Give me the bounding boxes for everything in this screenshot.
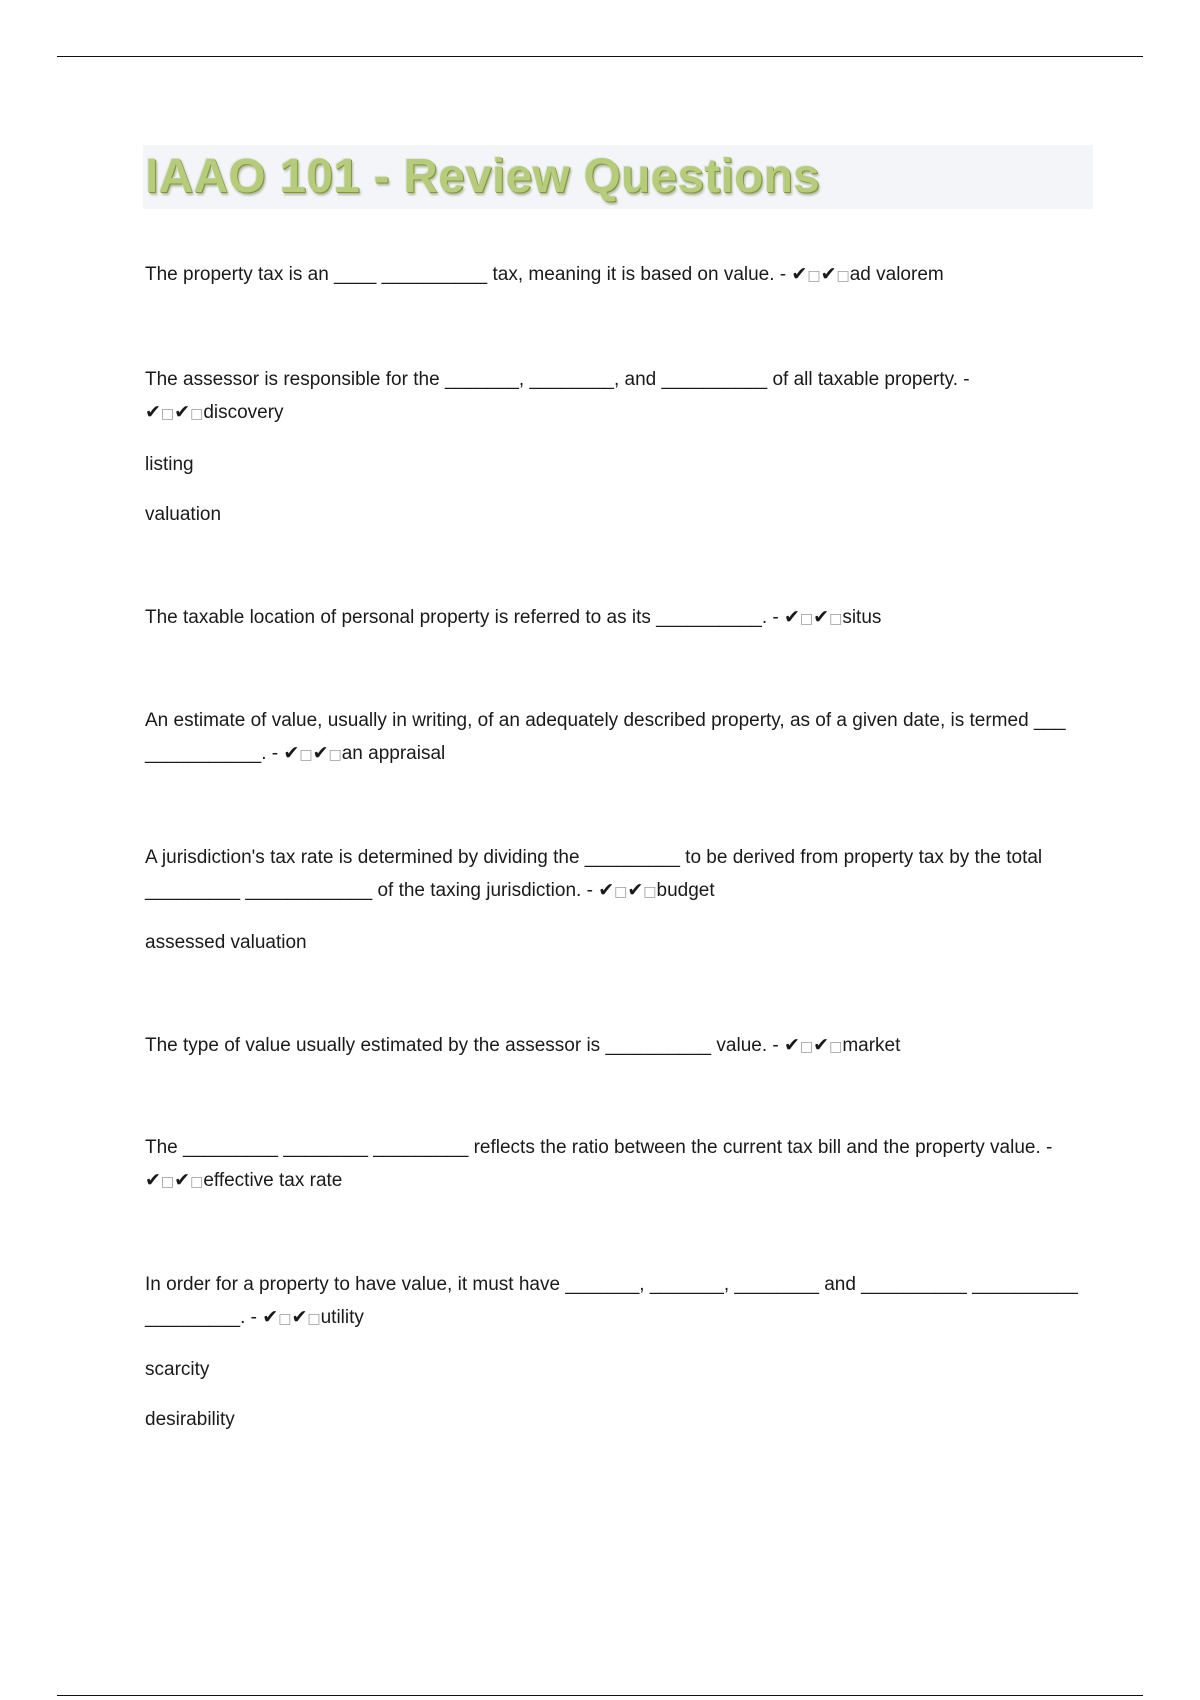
qa-item-4 (145, 704, 1085, 772)
box-icon: □ (299, 747, 313, 763)
qa-item-7 (145, 1131, 1085, 1199)
answer-text: an appraisal (341, 743, 446, 764)
document-title: IAAO 101 - Review Questions (145, 150, 820, 203)
qa-item-2 (145, 363, 1085, 531)
question-text: The assessor is responsible for the _______, ________, and __________ of all taxable property. - ✔□✔□discovery (145, 369, 970, 423)
check-icon: ✔ (312, 742, 329, 764)
check-icon: ✔ (145, 1169, 161, 1191)
box-icon: □ (307, 1311, 321, 1327)
question-text: The taxable location of personal property is referred to as its __________. - ✔□✔□situs (145, 606, 882, 628)
answer-text: discovery (203, 402, 284, 423)
question-text: An estimate of value, usually in writing, of an adequately described property, as of a given date, is termed ___ ___________. - ✔□✔□an appraisal (145, 710, 1066, 764)
extra-answer: desirability (145, 1409, 235, 1430)
check-icon: ✔ (784, 1034, 800, 1056)
extra-answer: scarcity (145, 1359, 210, 1380)
check-icon: ✔ (627, 879, 644, 901)
check-icon: ✔ (820, 263, 837, 285)
check-icon: ✔ (813, 606, 830, 628)
qa-item-1 (145, 258, 1085, 293)
question-text: In order for a property to have value, it must have _______, _______, ________ and __________ __________ _________. - ✔□✔□utility (145, 1274, 1078, 1328)
check-icon: ✔ (291, 1306, 308, 1328)
check-icon: ✔ (813, 1034, 830, 1056)
question-text: The type of value usually estimated by the assessor is __________ value. - ✔□✔□market (145, 1034, 901, 1056)
answer-text: budget (656, 880, 715, 901)
question-text: The property tax is an ____ __________ tax, meaning it is based on value. - ✔□✔□ad valorem (145, 263, 944, 285)
question-text: A jurisdiction's tax rate is determined by dividing the _________ to be derived from property tax by the total _________ ____________ of the taxing jurisdiction. - ✔□✔□budget (145, 847, 1043, 901)
check-icon: ✔ (283, 742, 300, 764)
answer-text: situs (842, 607, 882, 628)
qa-item-8 (145, 1268, 1085, 1436)
box-icon: □ (643, 884, 657, 900)
answer-text: market (842, 1035, 901, 1056)
footer-rule (57, 1695, 1143, 1696)
check-icon: ✔ (174, 1169, 191, 1191)
box-icon: □ (799, 1039, 814, 1055)
question-text: The _________ ________ _________ reflects the ratio between the current tax bill and the property value. - ✔□✔□effective tax rate (145, 1137, 1053, 1191)
answer-text: effective tax rate (203, 1170, 343, 1191)
check-icon: ✔ (174, 401, 191, 423)
answer-text: utility (320, 1307, 364, 1328)
box-icon: □ (190, 406, 204, 422)
extra-answer: valuation (145, 504, 222, 525)
qa-item-6 (145, 1029, 1085, 1064)
check-icon: ✔ (262, 1306, 279, 1328)
box-icon: □ (190, 1174, 204, 1190)
box-icon: □ (160, 1174, 175, 1190)
box-icon: □ (614, 884, 628, 900)
qa-item-3 (145, 601, 1085, 636)
answer-text: ad valorem (849, 264, 944, 285)
box-icon: □ (328, 747, 342, 763)
check-icon: ✔ (791, 263, 808, 285)
check-icon: ✔ (145, 401, 161, 423)
box-icon: □ (836, 268, 850, 284)
extra-answer: assessed valuation (145, 932, 307, 953)
box-icon: □ (799, 611, 814, 627)
extra-answer: listing (145, 454, 194, 475)
header-rule (57, 56, 1143, 57)
check-icon: ✔ (598, 879, 615, 901)
box-icon: □ (807, 268, 821, 284)
box-icon: □ (829, 1039, 843, 1055)
box-icon: □ (278, 1311, 292, 1327)
box-icon: □ (829, 611, 843, 627)
check-icon: ✔ (784, 606, 800, 628)
box-icon: □ (160, 406, 175, 422)
qa-item-5 (145, 841, 1085, 959)
